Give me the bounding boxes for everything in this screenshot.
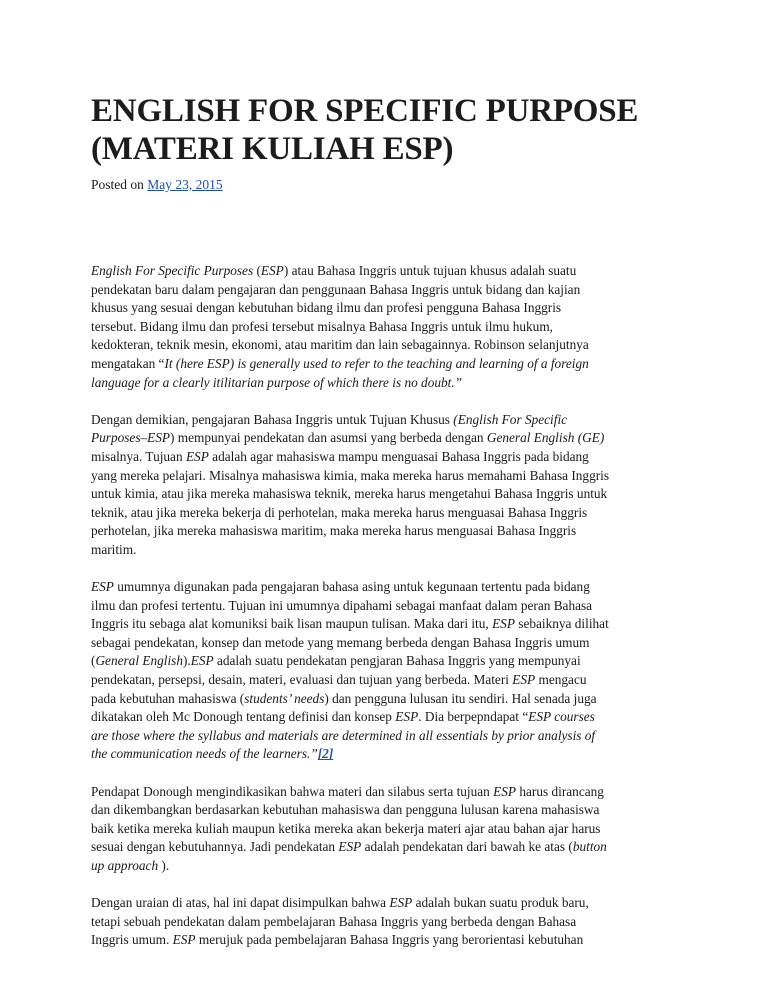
- text-line: yang mereka pelajari. Misalnya mahasiswa kimia, maka mereka harus memahami Bahasa Inggris: [91, 467, 610, 483]
- text-line: pendekatan baru dalam pengajaran dan penggunaan Bahasa Inggris untuk bidang dan kajian: [91, 281, 581, 297]
- text-line: pendekatan, persepsi, desain, materi, evaluasi dan tujuan yang berbeda. Materi ESP mengacu: [91, 672, 587, 688]
- article-body: [91, 262, 691, 969]
- text-line: mengatakan “It (here ESP) is generally used to refer to the teaching and learning of a foreign: [91, 355, 589, 371]
- text-line: dikatakan oleh Mc Donough tentang definisi dan konsep ESP. Dia berpepndapat “ESP courses: [91, 709, 595, 725]
- text-line: kedokteran, teknik mesin, ekonomi, atau maritim dan lain sebagainnya. Robinson selanjutnya: [91, 337, 589, 353]
- footnote-link-2[interactable]: [2]: [317, 746, 334, 762]
- text-line: dan dikembangkan berdasarkan kebutuhan mahasiswa dan pengguna lulusan karena mahasiswa: [91, 802, 600, 818]
- title-line-1: ENGLISH FOR SPECIFIC PURPOSE: [91, 93, 639, 129]
- text-line: language for a clearly itilitarian purpose of which there is no doubt.”: [91, 374, 463, 390]
- text-line: untuk kimia, atau jika mereka mahasiswa teknik, mereka harus mengetahui Bahasa Inggris untuk: [91, 486, 608, 502]
- text-line: English For Specific Purposes (ESP) atau Bahasa Inggris untuk tujuan khusus adalah suatu: [91, 263, 577, 278]
- page-title: [91, 92, 691, 168]
- posted-label: Posted on: [91, 177, 144, 192]
- title-line-2: (MATERI KULIAH ESP): [91, 131, 454, 167]
- paragraph-2: [91, 411, 691, 560]
- text-line: Inggris umum. ESP merujuk pada pembelajaran Bahasa Inggris yang berorientasi kebutuhan: [91, 932, 584, 948]
- text-line: Purposes–ESP) mempunyai pendekatan dan asumsi yang berbeda dengan General English (GE): [91, 430, 605, 446]
- paragraph-1: [91, 262, 691, 392]
- text-line: misalnya. Tujuan ESP adalah agar mahasiswa mampu menguasai Bahasa Inggris pada bidang: [91, 448, 589, 464]
- text-line: are those where the syllabus and materials are determined in all essentials by prior analysis of: [91, 727, 596, 743]
- post-date-link[interactable]: May 23, 2015: [147, 177, 223, 192]
- text-line: sebagai pendekatan, konsep dan metode yang memang berbeda dengan Bahasa Inggris umum: [91, 634, 590, 650]
- paragraph-4: [91, 783, 691, 876]
- paragraph-3: [91, 578, 691, 764]
- text-line: tersebut. Bidang ilmu dan profesi tersebut misalnya Bahasa Inggris untuk ilmu hukum,: [91, 318, 553, 334]
- text-line: Inggris itu sebaga alat komuniksi baik lisan maupun tulisan. Maka dari itu, ESP sebaiknya dilihat: [91, 616, 609, 632]
- paragraph-5: [91, 894, 691, 950]
- post-meta: [91, 176, 223, 194]
- text-line: (General English).ESP adalah suatu pendekatan pengjaran Bahasa Inggris yang mempunyai: [91, 653, 581, 669]
- text-line: the communication needs of the learners.”[2]: [91, 746, 334, 762]
- text-line: ESP umumnya digunakan pada pengajaran bahasa asing untuk kegunaan tertentu pada bidang: [91, 579, 590, 595]
- text-line: sesuai dengan kebutuhannya. Jadi pendekatan ESP adalah pendekatan dari bawah ke atas (button: [91, 839, 607, 855]
- text-line: maritim.: [91, 541, 137, 557]
- text-line: Dengan demikian, pengajaran Bahasa Inggris untuk Tujuan Khusus (English For Specific: [91, 411, 568, 427]
- text-line: khusus yang sesuai dengan kebutuhan bidang ilmu dan profesi pengguna Bahasa Inggris: [91, 300, 562, 316]
- text-line: up approach ).: [91, 858, 170, 873]
- text-line: baik ketika mereka kuliah maupun ketika mereka akan bekerja materi ajar atau bahan ajar harus: [91, 820, 601, 836]
- text-line: ilmu dan profesi tertentu. Tujuan ini umumnya dipahami sebagai manfaat dalam peran Bahasa: [91, 597, 593, 613]
- text-line: Pendapat Donough mengindikasikan bahwa materi dan silabus serta tujuan ESP harus dirancang: [91, 783, 604, 799]
- text-line: tetapi sebuah pendekatan dalam pembelajaran Bahasa Inggris yang berbeda dengan Bahasa: [91, 913, 577, 929]
- text-line: Dengan uraian di atas, hal ini dapat disimpulkan bahwa ESP adalah bukan suatu produk baru,: [91, 895, 589, 911]
- text-line: perhotelan, jika mereka mahasiswa maritim, maka mereka harus menguasai Bahasa Inggris: [91, 523, 577, 539]
- text-line: pada kebutuhan mahasiswa (students’ needs) dan pengguna lulusan itu sendiri. Hal senada juga: [91, 690, 597, 706]
- text-line: teknik, atau jika mereka bekerja di perhotelan, maka mereka harus menguasai Bahasa Inggris: [91, 504, 588, 520]
